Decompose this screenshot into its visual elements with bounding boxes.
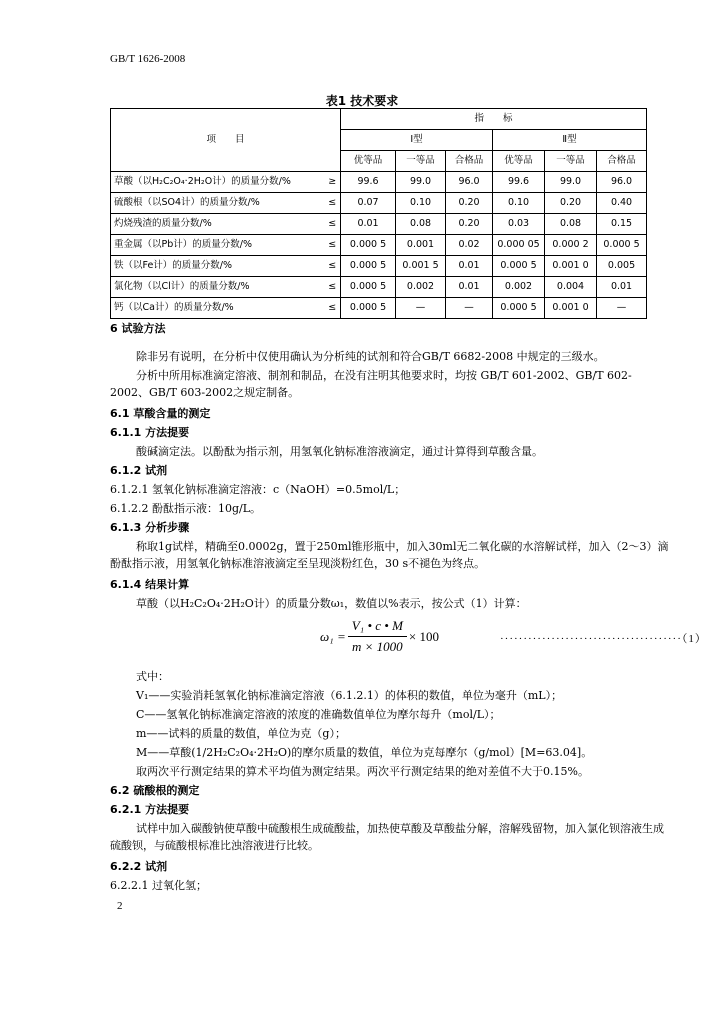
definition: M——草酸(1/2H₂C₂O₄·2H₂O)的摩尔质量的数值，单位为克每摩尔（g/mol）[M=63.04]。 [136, 746, 593, 759]
section-6-2-2: 6.2.2 试剂 [110, 860, 168, 873]
row-value: 0.08 [545, 214, 597, 235]
table-row [111, 298, 647, 319]
row-value: 0.02 [446, 235, 493, 256]
row-value: 0.000 5 [493, 298, 545, 319]
formula-numerator: V₁ • c • M [348, 618, 407, 637]
table-row [111, 235, 647, 256]
row-value: 0.01 [446, 277, 493, 298]
header-type2: Ⅱ型 [493, 130, 647, 151]
row-value: 0.01 [341, 214, 396, 235]
row-item: 硫酸根（以SO4计）的质量分数/% [111, 193, 325, 214]
row-value: 0.004 [545, 277, 597, 298]
standard-number: GB/T 1626-2008 [110, 53, 186, 65]
row-symbol: ≤ [325, 298, 341, 319]
section-6-2: 6.2 硫酸根的测定 [110, 784, 200, 797]
row-value: 0.03 [493, 214, 545, 235]
item-6-2-2-1: 6.2.2.1 过氧化氢； [110, 879, 207, 892]
row-value: 0.000 5 [341, 298, 396, 319]
row-item: 草酸（以H₂C₂O₄·2H₂O计）的质量分数/% [111, 172, 325, 193]
grade-header: 一等品 [545, 151, 597, 172]
formula-denominator: m × 1000 [351, 639, 403, 654]
row-item: 氯化物（以Cl计）的质量分数/% [111, 277, 325, 298]
row-symbol: ≤ [325, 256, 341, 277]
row-value: 0.000 05 [493, 235, 545, 256]
formula-tail: × 100 [408, 628, 439, 644]
definition: m——试料的质量的数值，单位为克（g）； [136, 727, 346, 740]
row-value: 0.01 [446, 256, 493, 277]
row-item: 重金属（以Pb计）的质量分数/% [111, 235, 325, 256]
row-value: 0.10 [396, 193, 446, 214]
row-item: 灼烧残渣的质量分数/% [111, 214, 325, 235]
paragraph: 分析中所用标准滴定溶液、制剂和制品，在没有注明其他要求时，均按 GB/T 601-2002、GB/T 602-2002、GB/T 603-2002之规定制备。 [110, 369, 632, 399]
row-symbol: ≥ [325, 172, 341, 193]
row-value: 0.002 [493, 277, 545, 298]
row-value: 0.20 [446, 193, 493, 214]
row-value: 0.001 0 [545, 256, 597, 277]
row-value: 0.000 2 [545, 235, 597, 256]
section-6: 6 试验方法 [110, 322, 166, 335]
header-type1: Ⅰ型 [341, 130, 493, 151]
row-value: 99.0 [545, 172, 597, 193]
table-row [111, 193, 647, 214]
formula-leader: ·······································（1） [500, 633, 707, 645]
row-value: 0.40 [597, 193, 647, 214]
row-item: 钙（以Ca计）的质量分数/% [111, 298, 325, 319]
paragraph: 酸碱滴定法。以酚酞为指示剂，用氢氧化钠标准溶液滴定，通过计算得到草酸含量。 [136, 445, 543, 458]
row-value: 0.000 5 [341, 256, 396, 277]
where-label: 式中： [136, 670, 169, 683]
section-6-1-4: 6.1.4 结果计算 [110, 578, 190, 591]
row-value: 0.10 [493, 193, 545, 214]
item-6-1-2-2: 6.1.2.2 酚酞指示液：10g/L。 [110, 502, 262, 515]
header-item: 项 目 [111, 109, 341, 172]
row-value: 0.005 [597, 256, 647, 277]
row-symbol: ≤ [325, 277, 341, 298]
table-title: 表1 技术要求 [325, 94, 399, 108]
row-value: 99.6 [341, 172, 396, 193]
row-value: — [446, 298, 493, 319]
section-6-1: 6.1 草酸含量的测定 [110, 407, 211, 420]
grade-header: 合格品 [446, 151, 493, 172]
grade-header: 优等品 [341, 151, 396, 172]
row-symbol: ≤ [325, 214, 341, 235]
formula-number: （1） [681, 633, 707, 645]
paragraph: 试样中加入碳酸钠使草酸中硫酸根生成硫酸盐，加热使草酸及草酸盐分解，溶解残留物，加入氯化钡溶液生成硫酸钡，与硫酸根标准比浊溶液进行比较。 [110, 822, 664, 852]
row-value: 0.20 [446, 214, 493, 235]
table-row [111, 172, 647, 193]
definition: C——氢氧化钠标准滴定溶液的浓度的准确数值单位为摩尔每升（mol/L）； [136, 708, 501, 721]
section-6-1-3: 6.1.3 分析步骤 [110, 521, 190, 534]
paragraph: 草酸（以H₂C₂O₄·2H₂O计）的质量分数ω₁，数值以%表示，按公式（1）计算： [136, 597, 527, 610]
row-value: 96.0 [597, 172, 647, 193]
row-value: 0.001 [396, 235, 446, 256]
row-value: 96.0 [446, 172, 493, 193]
section-6-1-1: 6.1.1 方法提要 [110, 426, 190, 439]
grade-header: 合格品 [597, 151, 647, 172]
row-value: 0.07 [341, 193, 396, 214]
row-value: 0.20 [545, 193, 597, 214]
row-value: 0.001 0 [545, 298, 597, 319]
page-number: 2 [117, 900, 123, 912]
row-value: — [396, 298, 446, 319]
item-6-1-2-1: 6.1.2.1 氢氧化钠标准滴定溶液：c（NaOH）=0.5mol/L； [110, 483, 406, 496]
table-row [111, 214, 647, 235]
table-row [111, 256, 647, 277]
row-value: 0.000 5 [341, 277, 396, 298]
formula-lhs: ω₁ = [320, 628, 346, 644]
section-6-1-2: 6.1.2 试剂 [110, 464, 168, 477]
row-value: 0.000 5 [341, 235, 396, 256]
grade-header: 优等品 [493, 151, 545, 172]
paragraph: 称取1g试样，精确至0.0002g，置于250ml锥形瓶中，加入30ml无二氧化碳的水溶解试样，加入（2～3）滴酚酞指示液，用氢氧化钠标准溶液滴定至呈现淡粉红色，30 s不褪色为终点。 [110, 540, 669, 570]
definition: V₁——实验消耗氢氧化钠标准滴定溶液（6.1.2.1）的体积的数值，单位为毫升（mL）； [136, 689, 563, 702]
row-value: — [597, 298, 647, 319]
formula-fraction [348, 618, 407, 655]
row-value: 0.000 5 [597, 235, 647, 256]
row-value: 0.08 [396, 214, 446, 235]
grade-header: 一等品 [396, 151, 446, 172]
row-value: 0.002 [396, 277, 446, 298]
row-symbol: ≤ [325, 193, 341, 214]
paragraph: 取两次平行测定结果的算术平均值为测定结果。两次平行测定结果的绝对差值不大于0.15%。 [136, 765, 589, 778]
section-6-2-1: 6.2.1 方法提要 [110, 803, 190, 816]
row-value: 99.0 [396, 172, 446, 193]
paragraph: 除非另有说明，在分析中仅使用确认为分析纯的试剂和符合GB/T 6682-2008 中规定的三级水。 [136, 350, 605, 363]
row-symbol: ≤ [325, 235, 341, 256]
row-value: 0.000 5 [493, 256, 545, 277]
table-header-row [111, 109, 647, 130]
spec-table [110, 108, 647, 319]
row-value: 99.6 [493, 172, 545, 193]
table-row [111, 277, 647, 298]
row-value: 0.001 5 [396, 256, 446, 277]
row-value: 0.15 [597, 214, 647, 235]
header-index: 指 标 [341, 109, 647, 130]
row-item: 铁（以Fe计）的质量分数/% [111, 256, 325, 277]
row-value: 0.01 [597, 277, 647, 298]
